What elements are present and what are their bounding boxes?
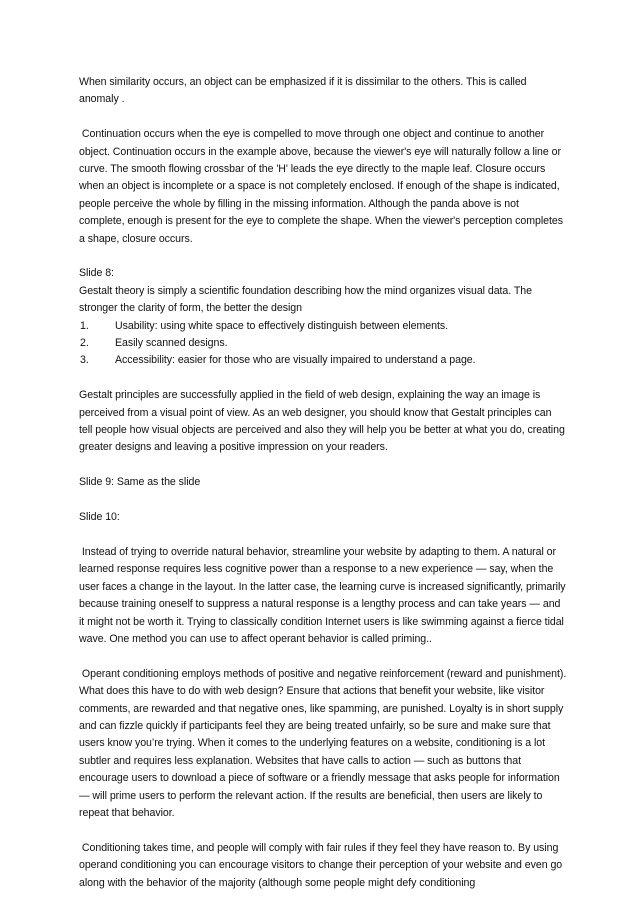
paragraph-gestalt-web: Gestalt principles are successfully applied in the field of web design, explaining the way an image is perceived from a visual point of view. As an web designer, you should know that Gestalt principles can tell people how visual objects are perceived and also they will help you be better at what you do, creating greater designs and leaving a positive impression on your readers. bbox=[79, 389, 568, 454]
paragraph-operant-conditioning: Operant conditioning employs methods of positive and negative reinforcement (reward and punishment). What does this have to do with web design? Ensure that actions that benefit your website, like visitor comments, are rewarded and that negative ones, like spamming, are punished. Loyalty is in short supply and can fizzle quickly if participants feel they are being treated unfairly, so be sure and make sure that users know you’re trying. When it comes to the underlying features on a website, conditioning is a lot subtler and requires less explanation. Websites that have calls to action — such as buttons that encourage users to download a piece of software or a friendly message that asks people for information — will prime users to perform the relevant action. If the results are beneficial, then users are likely to repeat that behavior. bbox=[79, 667, 570, 819]
list-item-text: Accessibility: easier for those who are visually impaired to understand a page. bbox=[115, 354, 476, 367]
paragraph-gestalt-theory: Gestalt theory is simply a scientific foundation describing how the mind organizes visual data. The stronger the clarity of form, the better the design bbox=[79, 284, 535, 315]
list-item-text: Easily scanned designs. bbox=[115, 337, 228, 350]
paragraph-gap bbox=[79, 526, 567, 543]
document-page bbox=[79, 74, 570, 892]
list-item-number: 2. bbox=[80, 337, 89, 350]
paragraph-continuation: Continuation occurs when the eye is compelled to move through one object and continue to another object. Continuation occurs in the example above, because the viewer's eye will naturally follow a line or curve. The smooth flowing crossbar of the 'H' leads the eye directly to the maple leaf. Closure occurs when an object is incomplete or a space is not completely enclosed. If enough of the shape is indicated, people perceive the whole by filling in the missing information. Although the panda above is not complete, enough is present for the eye to complete the shape. When the viewer's perception completes a shape, closure occurs. bbox=[79, 128, 566, 245]
list-item-number: 1. bbox=[80, 319, 89, 332]
benefits-list bbox=[79, 318, 567, 370]
list-item bbox=[79, 335, 567, 352]
list-item-number: 3. bbox=[80, 354, 89, 367]
paragraph-gap bbox=[79, 492, 567, 509]
paragraph-gap bbox=[79, 457, 567, 474]
slide-10-heading: Slide 10: bbox=[79, 511, 120, 524]
list-item-text: Usability: using white space to effectively distinguish between elements. bbox=[115, 319, 448, 332]
slide-9-heading: Slide 9: Same as the slide bbox=[79, 476, 201, 489]
paragraph-gap bbox=[79, 822, 567, 839]
paragraph-gap bbox=[79, 648, 567, 665]
paragraph-conditioning-time: Conditioning takes time, and people will comply with fair rules if they feel they have reason to. By using operand conditioning you can encourage visitors to change their perception of your website and even go along with the behavior of the majority (although some people might defy conditioning bbox=[79, 841, 566, 889]
paragraph-gap bbox=[79, 248, 567, 265]
paragraph-gap bbox=[79, 109, 567, 126]
paragraph-natural-behavior: Instead of trying to override natural behavior, streamline your website by adapting to them. A natural or learned response requires less cognitive power than a response to a new experience — say, when the user faces a change in the layout. In the latter case, the learning curve is increased significantly, primarily because training oneself to suppress a natural response is a lengthy process and can take years — and it might not be worth it. Trying to classically condition Internet users is like swimming against a fierce tidal wave. One method you can use to affect operant behavior is called priming.. bbox=[79, 545, 569, 645]
slide-8-heading: Slide 8: bbox=[79, 267, 114, 280]
paragraph-anomaly: When similarity occurs, an object can be emphasized if it is dissimilar to the others. This is called anomaly . bbox=[79, 76, 530, 106]
list-item bbox=[79, 352, 567, 369]
list-item bbox=[79, 318, 567, 335]
paragraph-gap bbox=[79, 370, 567, 387]
